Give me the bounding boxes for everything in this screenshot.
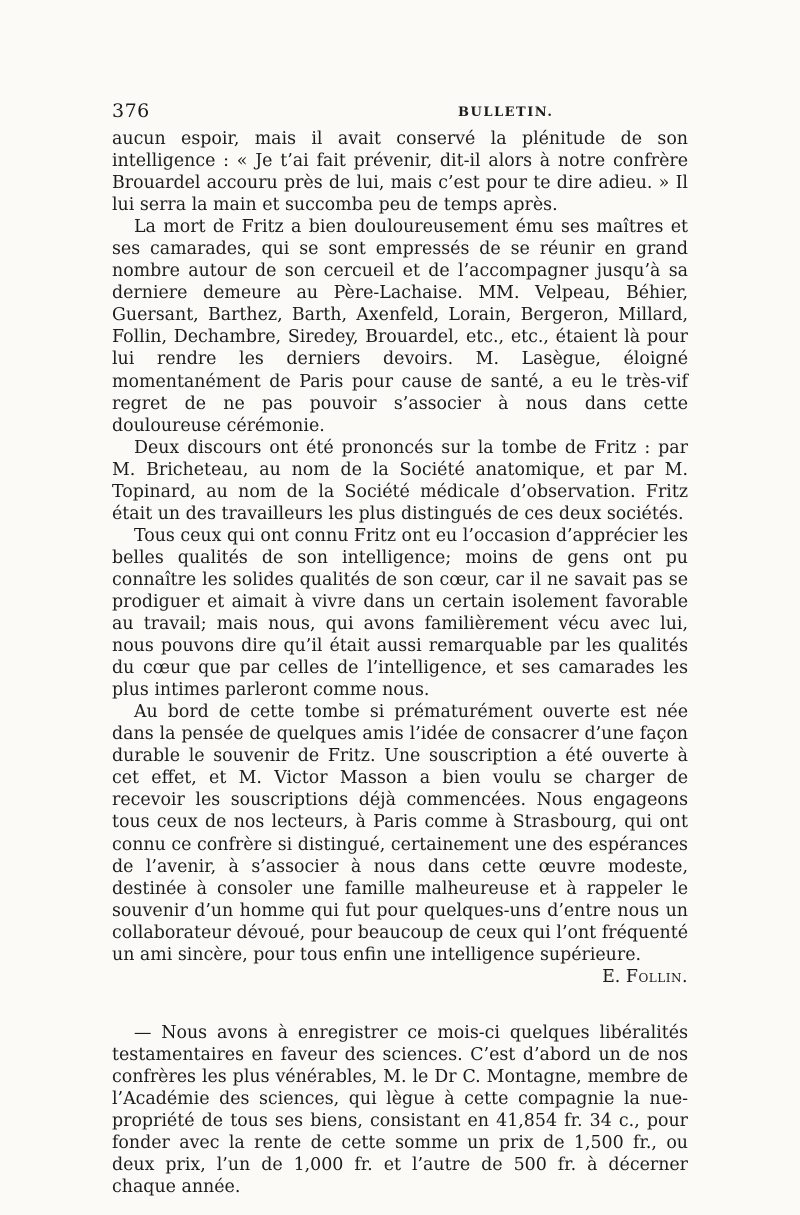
paragraph: Deux discours ont été prononcés sur la tombe de Fritz : par M. Bricheteau, au nom de la Société anatomique, et par M. Topinard, au nom de la Société médicale d’observation. Fritz était un des travailleurs les plus distingués de ces deux sociétés.: [112, 437, 688, 524]
body-text: [112, 128, 688, 1198]
signature: [112, 966, 688, 988]
paragraph: Au bord de cette tombe si prématurément ouverte est née dans la pensée de quelques amis l’idée de consacrer d’une façon durable le souvenir de Fritz. Une souscription a été ouverte à cet effet, et M. Victor Masson a bien voulu se charger de recevoir les souscriptions déjà commencées. Nous engageons tous ceux de nos lecteurs, à Paris comme à Strasbourg, qui ont connu ce confrère si distingué, certainement une des espérances de l’avenir, à s’associer à nous dans cette œuvre modeste, destinée à consoler une famille malheureuse et à rappeler le souvenir d’un homme qui fut pour quelques-uns d’entre nous un collaborateur dévoué, pour beaucoup de ceux qui l’ont fréquenté un ami sincère, pour tous enfin une intelligence supérieure.: [112, 702, 688, 965]
page-header: [112, 100, 688, 124]
section-gap: [112, 988, 688, 1022]
paragraph: aucun espoir, mais il avait conservé la plénitude de son intelligence : « Je t’ai fait prévenir, dit-il alors à notre confrère Brouardel accouru près de lui, mais c’est pour te dire adieu. » Il lui serra la main et succomba peu de temps après.: [112, 129, 688, 216]
paragraph: Tous ceux qui ont connu Fritz ont eu l’occasion d’apprécier les belles qualités de son intelligence; moins de gens ont pu connaître les solides qualités de son cœur, car il ne savait pas se prodiguer et aimait à vivre dans un certain isolement favorable au travail; mais nous, qui avons familièrement vécu avec lui, nous pouvons dire qu’il était aussi remarquable par les qualités du cœur que par celles de l’intelligence, et ses camarades les plus intimes parleront comme nous.: [112, 525, 688, 701]
page-number: 376: [112, 100, 150, 122]
signature-initial: E.: [602, 966, 621, 987]
news-paragraph: — Nous avons à enregistrer ce mois-ci quelques libéralités testamentaires en faveur des sciences. C’est d’abord un de nos confrères les plus vénérables, M. le Dr C. Montagne, membre de l’Académie des sciences, qui lègue à cette compagnie la nue-propriété de tous ses biens, consistant en 41,854 fr. 34 c., pour fonder avec la rente de cette somme un prix de 1,500 fr., ou deux prix, l’un de 1,000 fr. et l’autre de 500 fr. à décerner chaque année.: [112, 1022, 688, 1198]
paragraph: La mort de Fritz a bien douloureusement ému ses maîtres et ses camarades, qui se sont empressés de se réunir en grand nombre autour de son cercueil et de l’accompagner jusqu’à sa derniere demeure au Père-Lachaise. MM. Velpeau, Béhier, Guersant, Barthez, Barth, Axenfeld, Lorain, Bergeron, Millard, Follin, Dechambre, Siredey, Brouardel, etc., etc., étaient là pour lui rendre les derniers devoirs. M. Lasègue, éloigné momentanément de Paris pour cause de santé, a eu le très-vif regret de ne pas pouvoir s’associer à nous dans cette douloureuse cérémonie.: [112, 217, 688, 436]
running-head: BULLETIN.: [458, 105, 554, 120]
signature-name: Follin.: [625, 966, 688, 987]
